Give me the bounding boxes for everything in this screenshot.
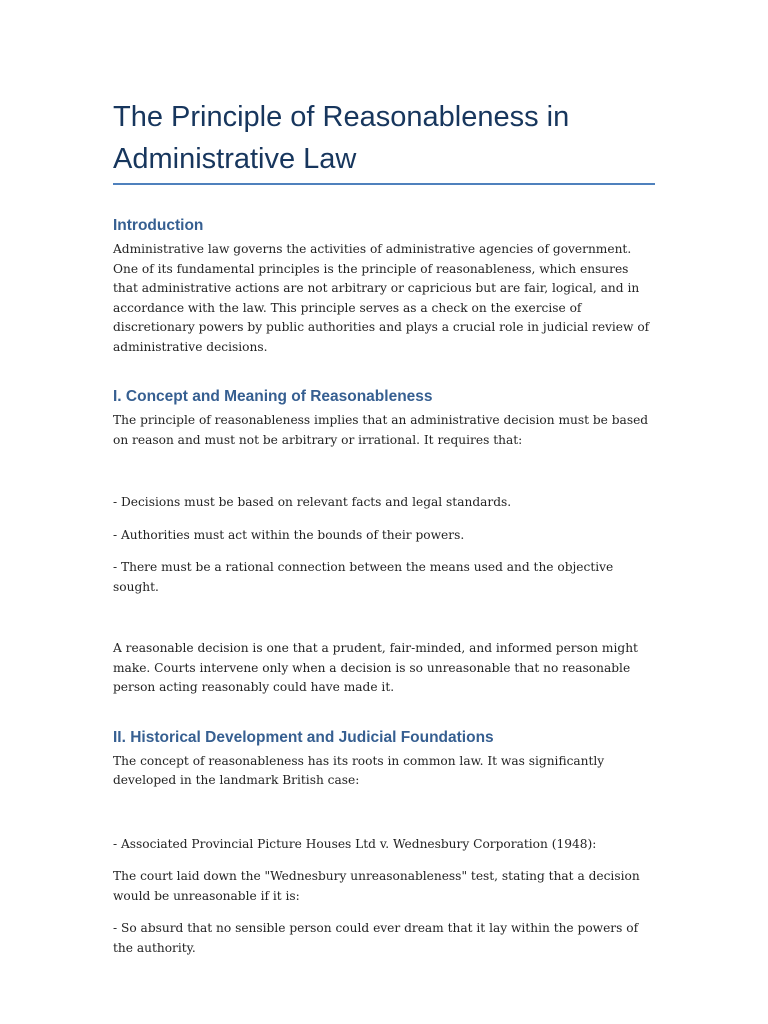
section-heading-introduction: Introduction: [113, 217, 204, 234]
concept-closing-paragraph: A reasonable decision is one that a prudent, fair-minded, and informed person might make. Courts intervene only when a decision is so unreasonable that no reasonable person acting reasonably could have made it.: [113, 641, 638, 694]
concept-bullet: - Authorities must act within the bounds of their powers.: [113, 527, 465, 542]
concept-paragraph: The principle of reasonableness implies that an administrative decision must be based on reason and must not be arbitrary or irrational. It requires that:: [113, 413, 649, 447]
section-concept: [113, 387, 655, 698]
case-citation: - Associated Provincial Picture Houses Ltd v. Wednesbury Corporation (1948):: [113, 836, 597, 851]
wednesbury-test-paragraph: The court laid down the "Wednesbury unreasonableness" test, stating that a decision would be unreasonable if it is:: [113, 869, 640, 903]
section-heading-concept: I. Concept and Meaning of Reasonableness: [113, 388, 433, 405]
document-page: [113, 96, 655, 958]
introduction-paragraph: Administrative law governs the activities of administrative agencies of government. One of its fundamental principles is the principle of reasonableness, which ensures that administrative actions are not arbitrary or capricious but are fair, logical, and in accordance with the law. This principle serves as a check on the exercise of discretionary powers by public authorities and plays a crucial role in judicial review of administrative decisions.: [113, 242, 650, 354]
concept-bullet: - There must be a rational connection between the means used and the objective sought.: [113, 560, 614, 594]
title-divider: [113, 183, 655, 185]
section-heading-history: II. Historical Development and Judicial Foundations: [113, 728, 494, 746]
concept-bullet: - Decisions must be based on relevant facts and legal standards.: [113, 495, 512, 509]
history-paragraph: The concept of reasonableness has its roots in common law. It was significantly developed in the landmark British case:: [113, 753, 605, 787]
document-title: The Principle of Reasonableness in Administrative Law: [113, 101, 570, 175]
section-introduction: [113, 216, 655, 357]
section-history: [113, 728, 655, 959]
unreasonableness-criterion: - So absurd that no sensible person could ever dream that it lay within the powers of the authority.: [113, 921, 639, 955]
